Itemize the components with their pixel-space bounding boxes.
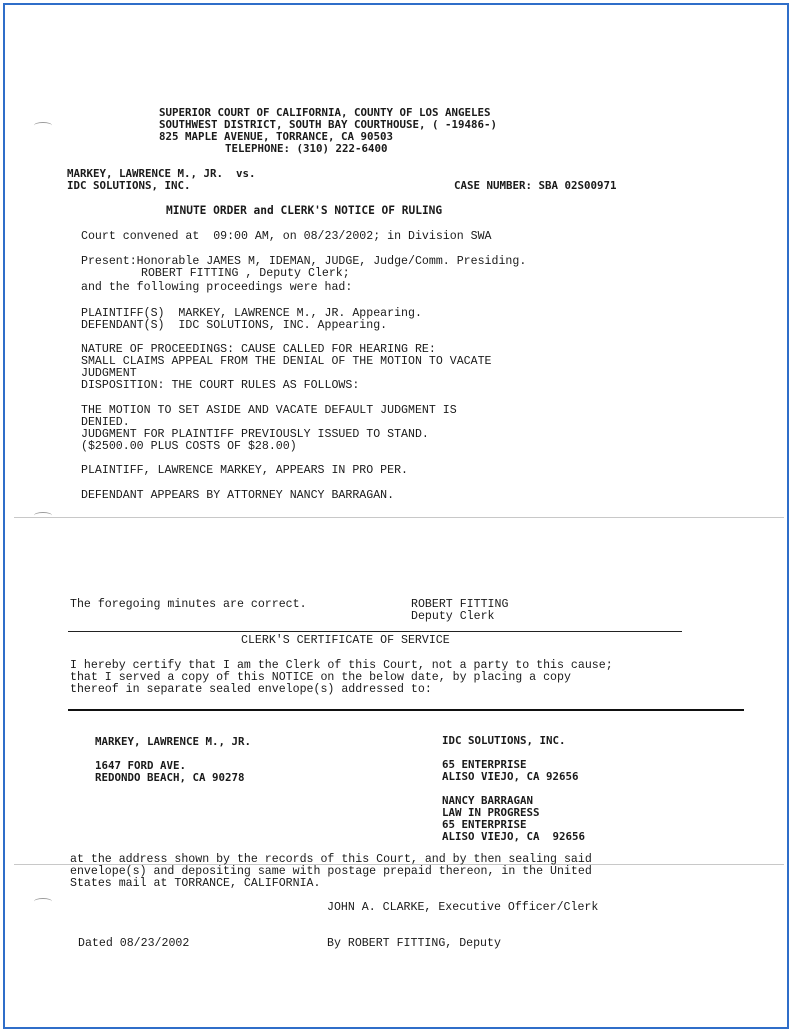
certificate-heading: CLERK'S CERTIFICATE OF SERVICE (241, 634, 450, 647)
defendant-appearance: DEFENDANT(S) IDC SOLUTIONS, INC. Appearing. (81, 319, 388, 332)
court-address: 825 MAPLE AVENUE, TORRANCE, CA 90503 (159, 130, 394, 143)
attorney-street: 65 ENTERPRISE (442, 818, 527, 831)
plaintiff-pro-per: PLAINTIFF, LAWRENCE MARKEY, APPEARS IN PRO PER. (81, 464, 408, 477)
address-left-city: REDONDO BEACH, CA 90278 (95, 771, 245, 784)
court-telephone: TELEPHONE: (310) 222-6400 (225, 142, 388, 155)
document-title: MINUTE ORDER and CLERK'S NOTICE OF RULING (166, 204, 443, 217)
ruling-line: JUDGMENT FOR PLAINTIFF PREVIOUSLY ISSUED TO STAND. (81, 428, 429, 441)
fold-line (14, 517, 784, 518)
deputy-signature: By ROBERT FITTING, Deputy (327, 937, 501, 950)
address-right-name: IDC SOLUTIONS, INC. (442, 734, 566, 747)
present-clerk: ROBERT FITTING , Deputy Clerk; (141, 267, 350, 280)
defendant-name: IDC SOLUTIONS, INC. (67, 179, 191, 192)
executive-officer: JOHN A. CLARKE, Executive Officer/Clerk (327, 901, 599, 914)
closing-text: States mail at TORRANCE, CALIFORNIA. (70, 877, 321, 890)
defendant-attorney: DEFENDANT APPEARS BY ATTORNEY NANCY BARRAGAN. (81, 489, 395, 502)
attorney-city: ALISO VIEJO, CA 92656 (442, 830, 586, 843)
nature-detail: JUDGMENT (81, 367, 137, 380)
certificate-text: thereof in separate sealed envelope(s) addressed to: (70, 683, 432, 696)
ruling-amount: ($2500.00 PLUS COSTS OF $28.00) (81, 440, 297, 453)
attorney-firm: LAW IN PROGRESS (442, 806, 540, 819)
present-judge: Present:Honorable JAMES M, IDEMAN, JUDGE, Judge/Comm. Presiding. (81, 255, 527, 268)
nature-of-proceedings: NATURE OF PROCEEDINGS: CAUSE CALLED FOR HEARING RE: (81, 343, 436, 356)
court-name: SUPERIOR COURT OF CALIFORNIA, COUNTY OF LOS ANGELES (159, 106, 491, 119)
deputy-clerk-name: ROBERT FITTING (411, 598, 509, 611)
scan-mark (34, 898, 52, 905)
address-right-city: ALISO VIEJO, CA 92656 (442, 770, 579, 783)
deputy-clerk-title: Deputy Clerk (411, 610, 495, 623)
divider (68, 631, 682, 632)
ruling-line: THE MOTION TO SET ASIDE AND VACATE DEFAULT JUDGMENT IS (81, 404, 457, 417)
disposition: DISPOSITION: THE COURT RULES AS FOLLOWS: (81, 379, 360, 392)
address-left-name: MARKEY, LAWRENCE M., JR. (95, 735, 252, 748)
certificate-text: I hereby certify that I am the Clerk of this Court, not a party to this cause; (70, 659, 613, 672)
proceedings-intro: and the following proceedings were had: (81, 281, 353, 294)
certificate-text: that I served a copy of this NOTICE on the below date, by placing a copy (70, 671, 571, 684)
address-right-street: 65 ENTERPRISE (442, 758, 527, 771)
address-left-street: 1647 FORD AVE. (95, 759, 187, 772)
dated: Dated 08/23/2002 (78, 937, 190, 950)
attorney-name: NANCY BARRAGAN (442, 794, 534, 807)
ruling-line: DENIED. (81, 416, 130, 429)
scan-mark (34, 122, 52, 129)
nature-detail: SMALL CLAIMS APPEAL FROM THE DENIAL OF THE MOTION TO VACATE (81, 355, 492, 368)
court-convened: Court convened at 09:00 AM, on 08/23/2002; in Division SWA (81, 230, 492, 243)
plaintiff-name: MARKEY, LAWRENCE M., JR. vs. (67, 167, 256, 180)
closing-text: at the address shown by the records of this Court, and by then sealing said (70, 853, 592, 866)
court-district: SOUTHWEST DISTRICT, SOUTH BAY COURTHOUSE, ( -19486-) (159, 118, 498, 131)
minutes-correct: The foregoing minutes are correct. (70, 598, 307, 611)
divider (68, 709, 744, 711)
plaintiff-appearance: PLAINTIFF(S) MARKEY, LAWRENCE M., JR. Appearing. (81, 307, 422, 320)
case-number: CASE NUMBER: SBA 02S00971 (454, 179, 617, 192)
closing-text: envelope(s) and depositing same with postage prepaid thereon, in the United (70, 865, 592, 878)
